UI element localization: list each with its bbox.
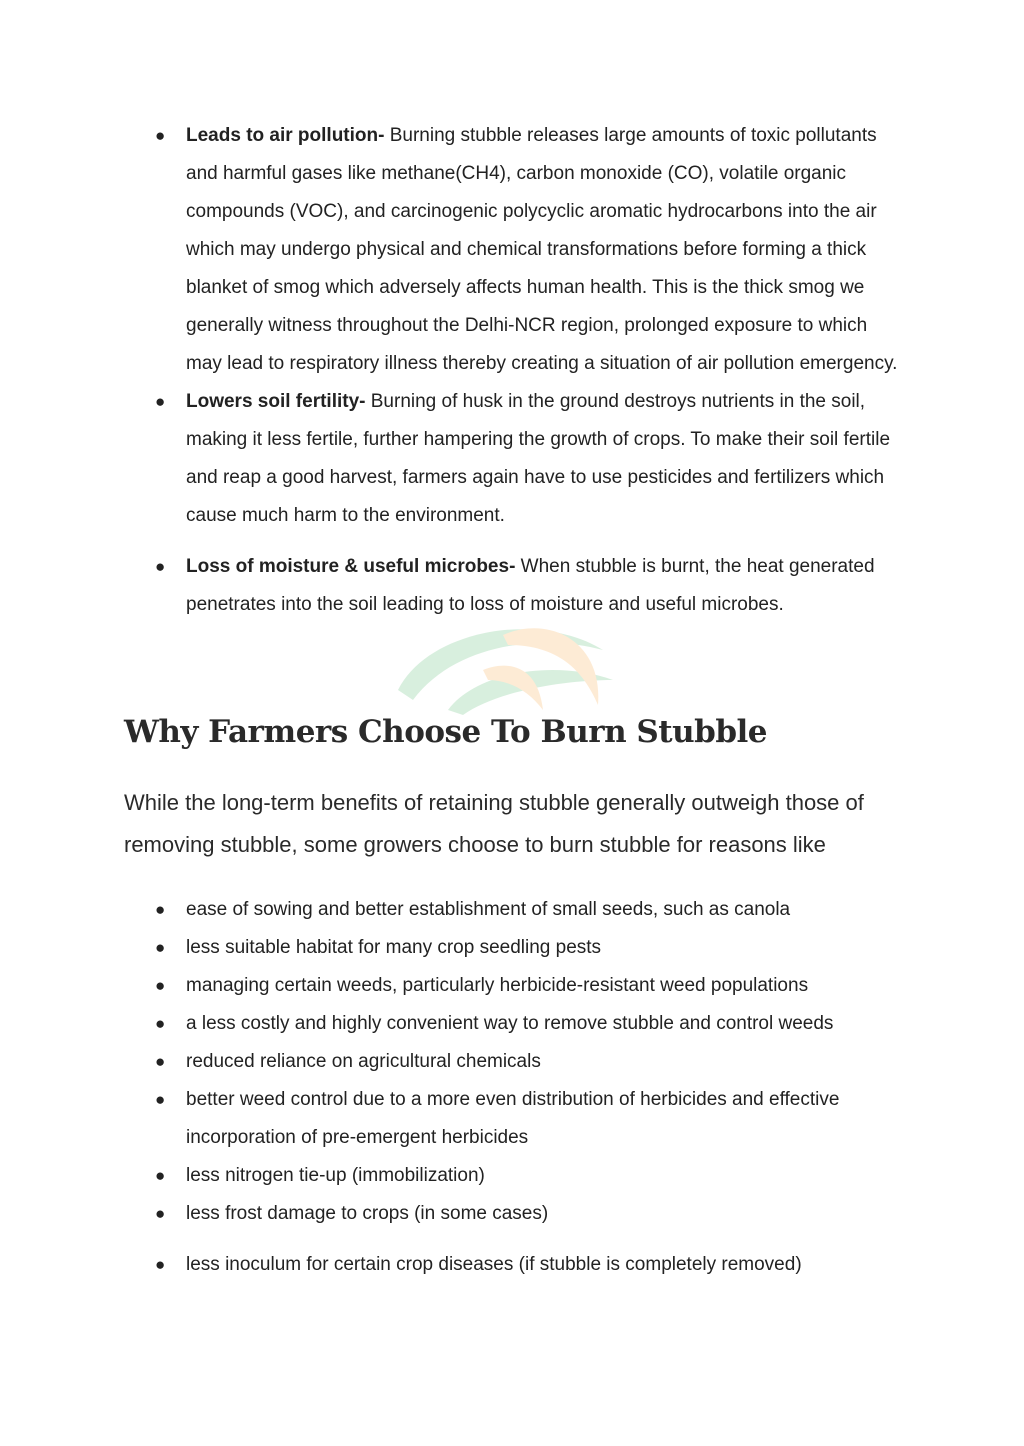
bullet-icon: ● — [155, 1166, 166, 1185]
list-item — [0, 929, 1024, 967]
list-item-text: better weed control due to a more even distribution of herbicides and effective incorporation of pre-emergent herbicides — [186, 1089, 840, 1148]
list-item-text: Burning stubble releases large amounts of toxic pollutants and harmful gases like methane(CH4), carbon monoxide (CO), volatile organic compounds (VOC), and carcinogenic polycyclic aromatic hydrocarbons into the air which may undergo physical and chemical transformations before forming a thick blanket of smog which adversely affects human health. This is the thick smog we generally witness throughout the Delhi-NCR region, prolonged exposure to which may lead to respiratory illness thereby creating a situation of air pollution emergency. — [186, 125, 898, 374]
bullet-icon: ● — [155, 900, 166, 919]
list-item-text: ease of sowing and better establishment of small seeds, such as canola — [186, 899, 791, 920]
bullet-icon: ● — [155, 976, 166, 995]
list-item — [0, 1005, 1024, 1043]
bullet-icon: ● — [155, 1090, 166, 1109]
list-item-text: a less costly and highly convenient way to remove stubble and control weeds — [186, 1013, 834, 1034]
list-item-text: less suitable habitat for many crop seedling pests — [186, 937, 602, 958]
list-item — [0, 117, 1024, 383]
section-heading: Why Farmers Choose To Burn Stubble — [124, 714, 768, 750]
bullet-icon: ● — [155, 1052, 166, 1071]
list-item-title: Lowers soil fertility- — [186, 391, 366, 412]
bullet-icon: ● — [155, 938, 166, 957]
bullet-icon: ● — [155, 126, 166, 145]
list-item — [0, 548, 1024, 624]
bullet-icon: ● — [155, 1204, 166, 1223]
list-item — [0, 1081, 1024, 1157]
reasons-list — [0, 891, 1024, 1284]
list-item — [0, 383, 1024, 535]
list-item-text: Burning of husk in the ground destroys nutrients in the soil, making it less fertile, further hampering the growth of crops. To make their soil fertile and reap a good harvest, farmers again have to use pesticides and fertilizers which cause much harm to the environment. — [186, 391, 891, 526]
list-item — [0, 1043, 1024, 1081]
list-item-title: Loss of moisture & useful microbes- — [186, 556, 516, 577]
list-item-text: When stubble is burnt, the heat generated penetrates into the soil leading to loss of moisture and useful microbes. — [186, 556, 875, 615]
list-item-text: less nitrogen tie-up (immobilization) — [186, 1165, 485, 1186]
list-item-text: reduced reliance on agricultural chemicals — [186, 1051, 541, 1072]
logo-watermark — [388, 610, 618, 720]
list-item — [0, 1195, 1024, 1233]
bullet-icon: ● — [155, 557, 166, 576]
bullet-icon: ● — [155, 1255, 166, 1274]
list-item-text: managing certain weeds, particularly herbicide-resistant weed populations — [186, 975, 809, 996]
list-item — [0, 967, 1024, 1005]
list-item-text: less inoculum for certain crop diseases (if stubble is completely removed) — [186, 1254, 802, 1275]
bullet-icon: ● — [155, 392, 166, 411]
bullet-icon: ● — [155, 1014, 166, 1033]
list-item-title: Leads to air pollution- — [186, 125, 385, 146]
effects-list — [0, 117, 1024, 624]
list-item-text: less frost damage to crops (in some cases) — [186, 1203, 549, 1224]
intro-paragraph: While the long-term benefits of retaining stubble generally outweigh those of removing stubble, some growers choose to burn stubble for reasons like — [124, 790, 864, 857]
list-item — [0, 1157, 1024, 1195]
list-item — [0, 891, 1024, 929]
list-item — [0, 1246, 1024, 1284]
